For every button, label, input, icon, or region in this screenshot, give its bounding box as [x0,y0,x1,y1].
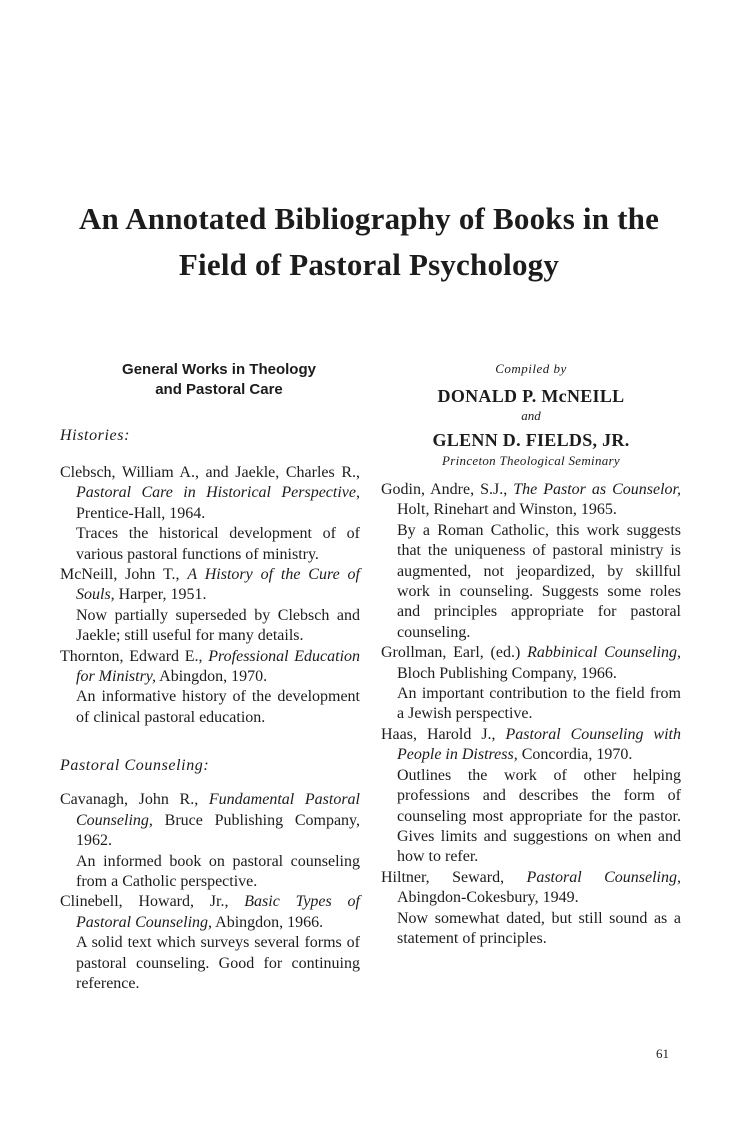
section-heading-line-2: and Pastoral Care [155,381,283,398]
entry-annotation: An important contribution to the field from a Jewish perspective. [397,685,681,723]
entry-publisher: Harper, 1951. [114,586,207,604]
bibliography-entry [60,463,360,565]
left-column [60,360,360,994]
entry-publisher: Holt, Rinehart and Winston, 1965. [397,501,617,519]
compiler-name: DONALD P. McNEILL [437,386,625,406]
entry-title: A History of the Cure of Souls, [76,566,361,604]
bibliography-entry [381,725,681,868]
compiler-name: GLENN D. FIELDS, JR. [432,430,630,450]
entry-author: Hiltner, Seward, [381,868,527,886]
entry-citation [381,868,681,909]
bibliography-entry [60,565,360,647]
bibliography-entry [60,647,360,729]
entry-author: McNeill, John T., [60,566,188,584]
entry-author: Cavanagh, John R., [60,791,209,809]
compiled-by: Compiled by [495,361,567,376]
title-line-1: An Annotated Bibliography of Books in the [78,201,660,236]
entry-author: Clebsch, William A., and Jaekle, Charles R., [60,464,360,481]
entry-annotation: An informed book on pastoral counseling from a Catholic perspective. [76,852,360,890]
bibliography-entry [60,892,360,994]
entry-title: Pastoral Counseling with People in Distress, [397,725,681,764]
entry-title: Basic Types of Pastoral Counseling, [76,893,360,931]
entry-publisher: Prentice-Hall, 1964. [76,504,206,522]
entry-title: Professional Education for Ministry, [76,647,361,686]
entry-citation [381,480,681,521]
entry-publisher: Concordia, 1970. [517,746,633,764]
entry-citation [60,647,360,688]
article-title [0,196,738,288]
bibliography-entry [60,790,360,892]
entry-author: Clinebell, Howard, Jr., [60,893,245,911]
entry-author: Grollman, Earl, (ed.) [381,644,528,662]
entry-annotation: By a Roman Catholic, this work suggests that the uniqueness of pastoral ministry is augmented, not jeopardized, by skillful work in counseling. Suggests some roles and principles appropriate for pastoral counseling. [397,521,681,641]
entry-publisher: Bruce Publishing Company, 1962. [76,811,360,850]
subsection-pastoral-counseling: Pastoral Counseling: [60,757,210,775]
entry-publisher: Abingdon, 1970. [156,668,268,686]
right-column [381,360,681,949]
subsection-histories: Histories: [60,427,130,444]
entry-citation [381,643,681,684]
entry-title: Fundamental Pastoral Counseling, [76,791,360,829]
entry-author: Haas, Harold J., [381,725,506,743]
section-heading-line-1: General Works in Theology [122,361,316,378]
bibliography-entry [381,480,681,643]
entry-title: The Pastor as Counselor, [513,481,682,498]
bibliography-entry [381,643,681,725]
byline-and: and [521,408,541,423]
entry-citation [60,463,360,524]
byline [381,360,681,470]
entry-annotation: Outlines the work of other helping professions and describes the form of counseling most appropriate for the pastor. Gives limits and suggestions on when and how to refer. [397,766,681,866]
affiliation: Princeton Theological Seminary [442,453,620,468]
entry-citation [60,892,360,933]
entry-title: Pastoral Care in Historical Perspective, [76,484,360,502]
entry-publisher: Bloch Publishing Company, 1966. [397,664,617,682]
entry-citation [60,565,360,606]
entry-citation [381,725,681,766]
entry-title: Pastoral Counseling, [526,868,681,886]
entry-publisher: Abingdon-Cokesbury, 1949. [397,889,579,907]
entry-annotation: Now somewhat dated, but still sound as a statement of principles. [397,909,681,947]
entry-author: Thornton, Edward E., [60,647,209,665]
entry-annotation: A solid text which surveys several forms of pastoral counseling. Good for continuing reference. [76,934,360,992]
entry-annotation: Traces the historical development of of various pastoral functions of ministry. [76,525,360,563]
bibliography-entry [381,868,681,950]
entry-title: Rabbinical Counseling, [527,644,681,662]
entry-publisher: Abingdon, 1966. [212,913,324,931]
title-line-2: Field of Pastoral Psychology [178,247,560,282]
entry-annotation: An informative history of the development of clinical pastoral education. [76,688,360,726]
entry-annotation: Now partially superseded by Clebsch and Jaekle; still useful for many details. [76,606,360,645]
entry-author: Godin, Andre, S.J., [381,481,514,498]
entry-citation [60,790,360,851]
section-heading [60,360,360,400]
page-number: 61 [656,1046,669,1061]
